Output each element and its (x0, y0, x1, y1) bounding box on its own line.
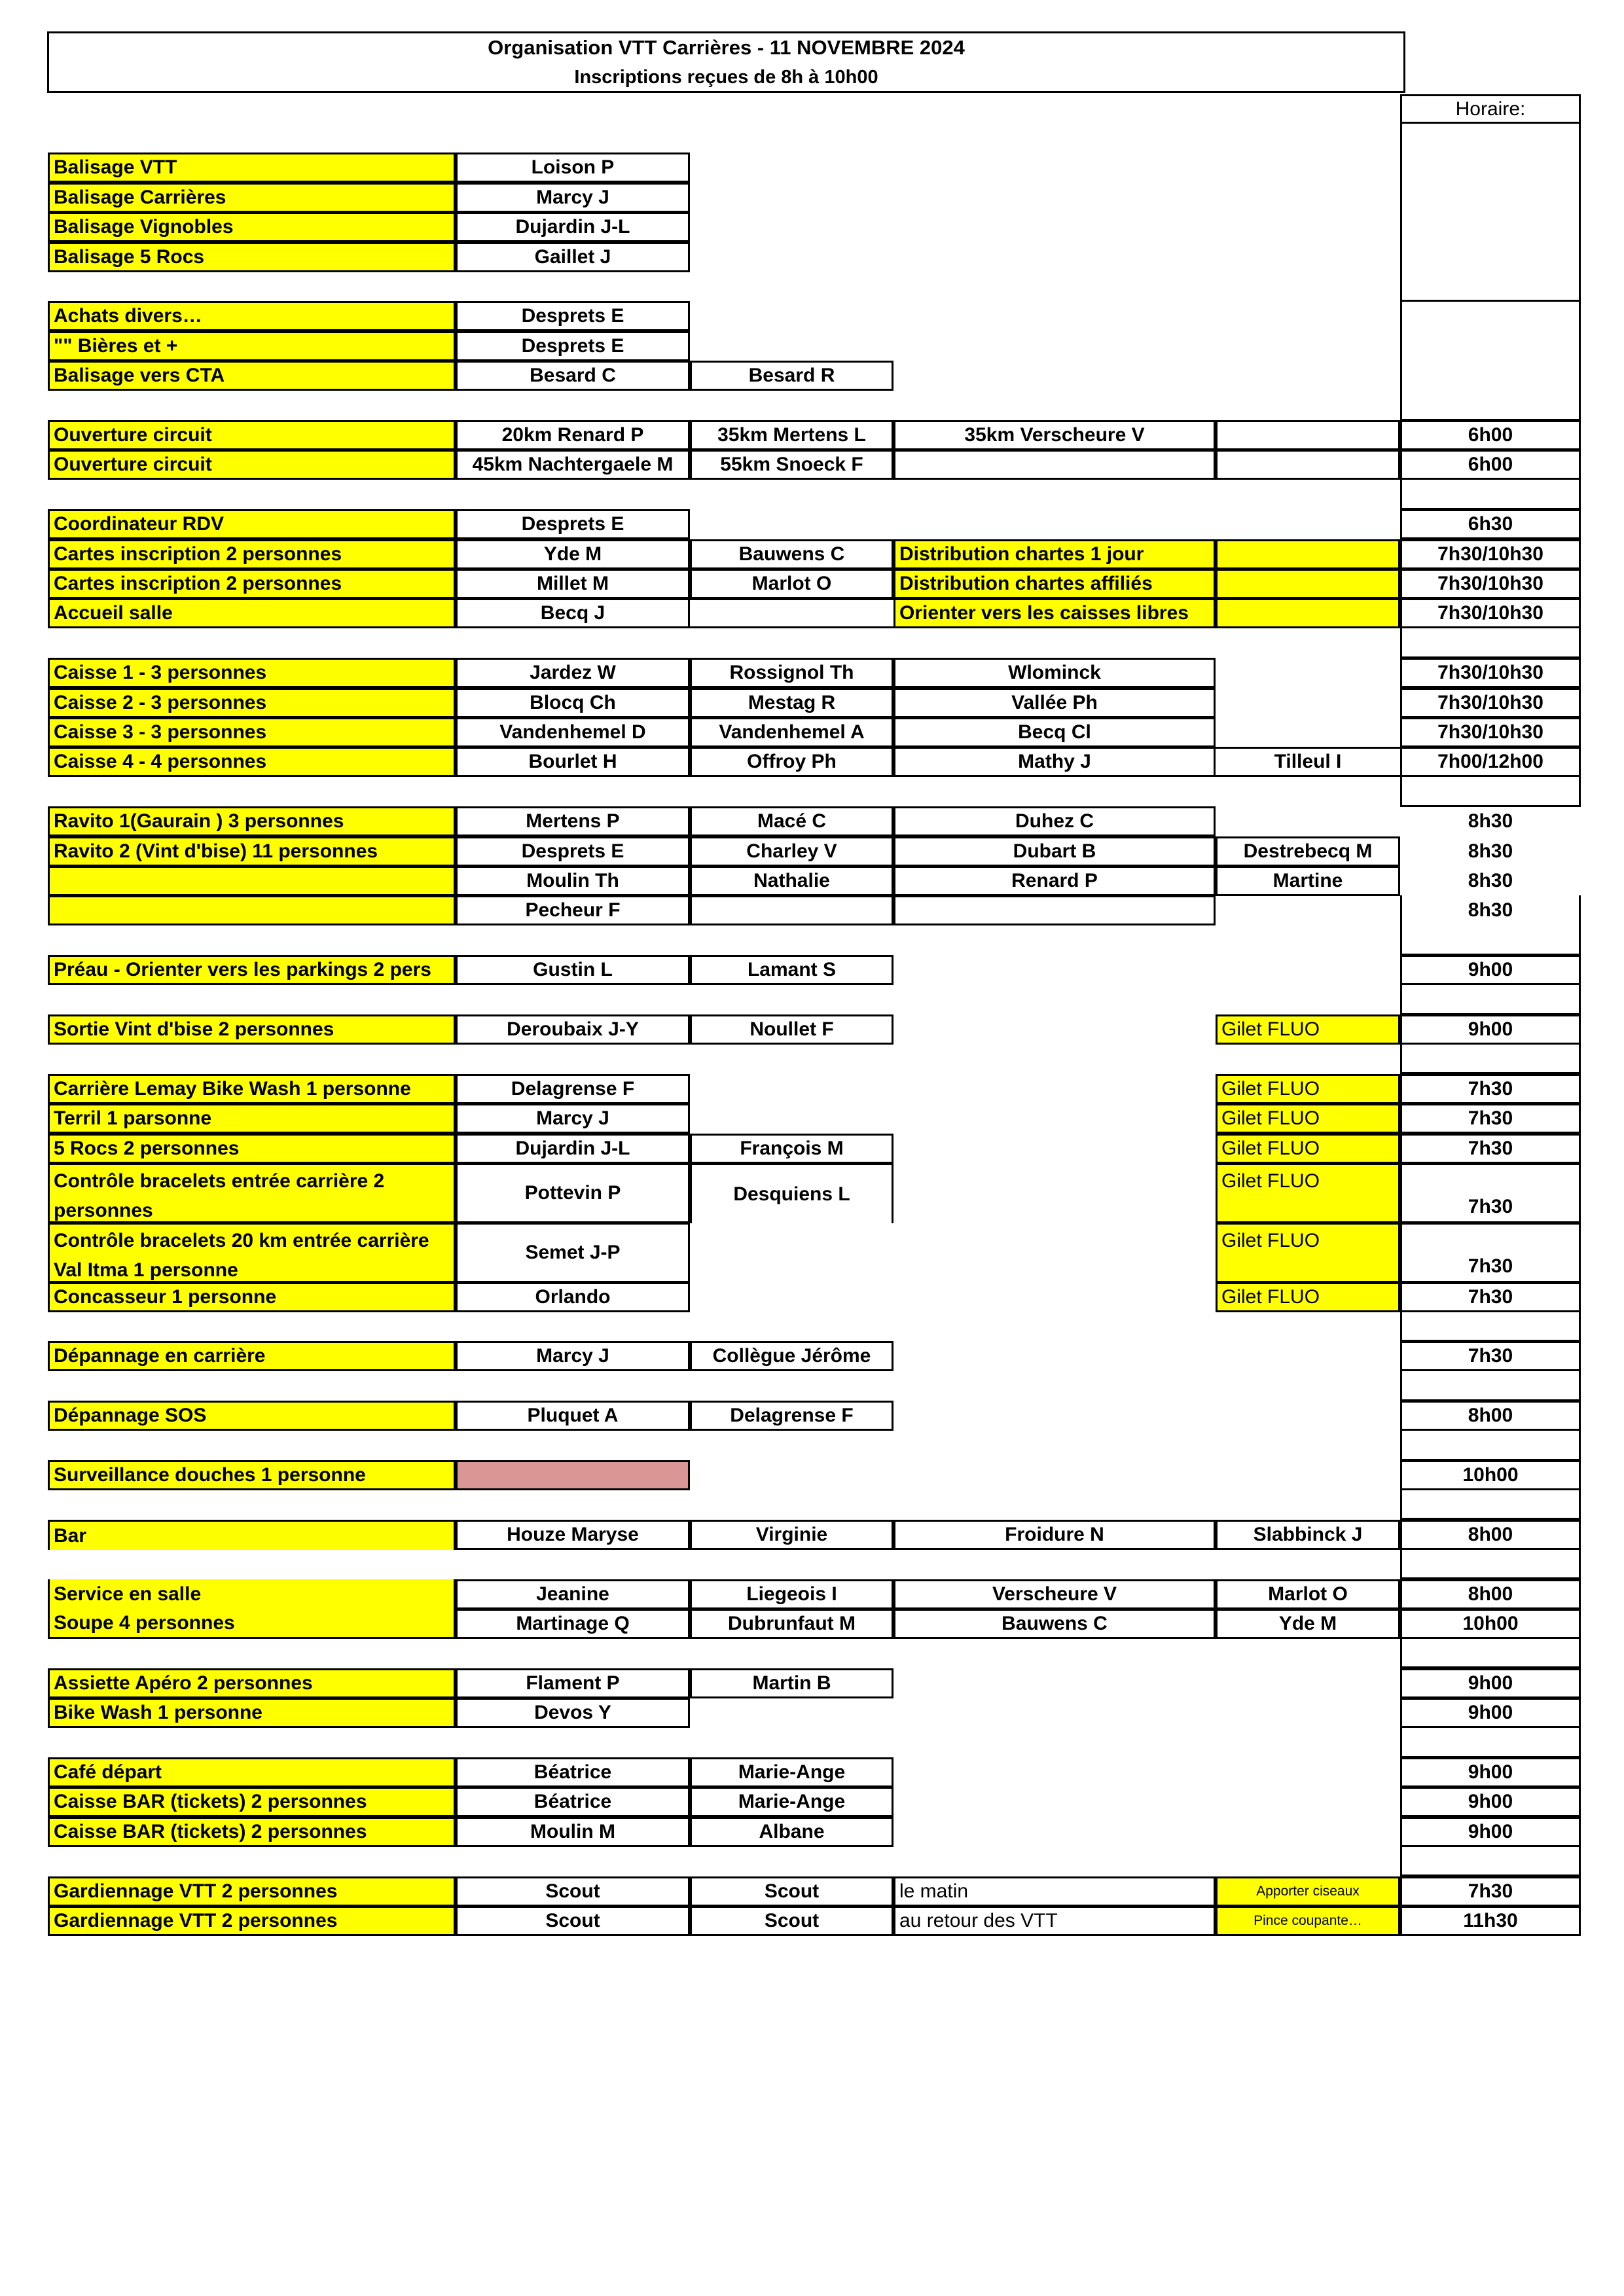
volunteer-cell: Scout (690, 1906, 893, 1936)
time-empty-cell (1400, 1728, 1581, 1758)
volunteer-cell: Distribution chartes affiliés (893, 569, 1216, 599)
time-cell: 8h30 (1468, 840, 1513, 862)
volunteer-cell: Mestag R (690, 688, 893, 718)
task-label: Achats divers… (48, 301, 456, 331)
task-label: Carrière Lemay Bike Wash 1 personne (48, 1074, 456, 1104)
task-label: Balisage 5 Rocs (48, 242, 456, 272)
time-empty-cell (1400, 628, 1581, 658)
volunteer-cell: Orienter vers les caisses libres (893, 598, 1216, 628)
task-label: Dépannage en carrière (48, 1341, 456, 1371)
volunteer-cell: Yde M (1216, 1609, 1400, 1639)
time-empty-cell (1400, 1638, 1581, 1668)
time-empty-cell (1400, 1549, 1581, 1579)
volunteer-cell: Dubart B (893, 836, 1216, 867)
volunteer-cell: Becq J (456, 598, 690, 628)
task-label: Coordinateur RDV (48, 509, 456, 539)
time-cell: 7h30 (1400, 1074, 1581, 1104)
document-title: Organisation VTT Carrières - 11 NOVEMBRE 2024 (488, 36, 965, 59)
volunteer-cell: Dubrunfaut M (690, 1609, 893, 1639)
volunteer-cell (893, 450, 1216, 480)
task-label: Caisse 4 - 4 personnes (48, 747, 456, 777)
task-label: Service en salle (48, 1579, 456, 1609)
volunteer-cell: Verscheure V (893, 1579, 1216, 1609)
time-cell (1400, 183, 1581, 213)
task-label: Caisse 2 - 3 personnes (48, 688, 456, 718)
volunteer-cell: Millet M (456, 569, 690, 599)
time-cell: 7h30 (1400, 1282, 1581, 1312)
task-label: Bike Wash 1 personne (48, 1698, 456, 1728)
volunteer-cell: Pince coupante… (1216, 1906, 1400, 1936)
volunteer-cell: Offroy Ph (690, 747, 893, 777)
volunteer-cell: Gilet FLUO (1216, 1282, 1400, 1312)
volunteer-cell: Apporter ciseaux (1216, 1876, 1400, 1907)
volunteer-cell: Rossignol Th (690, 658, 893, 688)
volunteer-cell: Marcy J (456, 183, 690, 213)
time-empty-cell (1400, 1431, 1581, 1461)
time-cell (1400, 152, 1581, 183)
time-empty-cell (1400, 391, 1581, 421)
time-cell: 8h30 (1400, 895, 1581, 925)
volunteer-cell: Liegeois I (690, 1579, 893, 1609)
time-cell: 8h00 (1400, 1401, 1581, 1431)
task-label: Contrôle bracelets entrée carrière 2 personnes (48, 1163, 456, 1223)
time-cell (1400, 212, 1581, 242)
volunteer-cell: Devos Y (456, 1698, 690, 1728)
volunteer-cell: Blocq Ch (456, 688, 690, 718)
volunteer-cell: Wlominck (893, 658, 1216, 688)
time-empty-cell (1400, 1371, 1581, 1401)
volunteer-cell: Slabbinck J (1216, 1520, 1400, 1550)
volunteer-cell: Martine (1216, 866, 1400, 896)
volunteer-cell: Gilet FLUO (1216, 1074, 1400, 1104)
time-cell: 7h30 (1400, 1223, 1581, 1283)
volunteer-cell: Becq Cl (893, 717, 1216, 747)
volunteer-cell: François M (690, 1134, 893, 1164)
task-label: Concasseur 1 personne (48, 1282, 456, 1312)
time-cell: 9h00 (1400, 1787, 1581, 1817)
time-cell: 11h30 (1400, 1906, 1581, 1936)
volunteer-cell: Yde M (456, 539, 690, 569)
time-cell: 7h30/10h30 (1400, 717, 1581, 747)
volunteer-cell: Houze Maryse (456, 1520, 690, 1550)
task-label: Ravito 2 (Vint d'bise) 11 personnes (48, 836, 456, 867)
time-empty-cell (1400, 1846, 1581, 1876)
time-cell: 10h00 (1400, 1460, 1581, 1490)
time-cell: 6h00 (1400, 420, 1581, 450)
time-cell: 7h30 (1400, 1134, 1581, 1164)
volunteer-cell: Béatrice (456, 1757, 690, 1787)
horaire-header: Horaire: (1400, 94, 1581, 124)
time-cell: 7h30/10h30 (1400, 688, 1581, 718)
time-empty-cell (1400, 985, 1581, 1015)
task-label: Balisage VTT (48, 152, 456, 183)
volunteer-cell: Duhez C (893, 806, 1216, 836)
volunteer-cell: Flament P (456, 1668, 690, 1698)
time-empty-cell (1400, 272, 1581, 302)
volunteer-cell: Moulin Th (456, 866, 690, 896)
volunteer-cell: 45km Nachtergaele M (456, 450, 690, 480)
volunteer-cell: Nathalie (690, 866, 893, 896)
task-label: Balisage vers CTA (48, 361, 456, 391)
time-cell: 6h00 (1400, 450, 1581, 480)
volunteer-cell: Marcy J (456, 1341, 690, 1371)
time-cell: 9h00 (1400, 1817, 1581, 1847)
volunteer-cell: Gilet FLUO (1216, 1014, 1400, 1045)
volunteer-cell: 20km Renard P (456, 420, 690, 450)
time-cell (1400, 301, 1581, 331)
volunteer-cell: Deroubaix J-Y (456, 1014, 690, 1045)
document-subtitle: Inscriptions reçues de 8h à 10h00 (574, 67, 878, 88)
time-cell: 7h30/10h30 (1400, 569, 1581, 599)
volunteer-cell: au retour des VTT (893, 1906, 1216, 1936)
volunteer-cell: Besard R (690, 361, 893, 391)
time-cell: 9h00 (1400, 1757, 1581, 1787)
volunteer-cell: Vandenhemel A (690, 717, 893, 747)
volunteer-cell: Semet J-P (456, 1223, 690, 1283)
volunteer-cell: Delagrense F (456, 1074, 690, 1104)
task-label (48, 866, 456, 896)
volunteer-cell: le matin (893, 1876, 1216, 1907)
task-label: Préau - Orienter vers les parkings 2 pers (48, 955, 456, 985)
volunteer-cell: Besard C (456, 361, 690, 391)
time-cell: 7h00/12h00 (1400, 747, 1581, 777)
task-label: Balisage Carrières (48, 183, 456, 213)
task-label: Ravito 1(Gaurain ) 3 personnes (48, 806, 456, 836)
task-label: Cartes inscription 2 personnes (48, 539, 456, 569)
volunteer-cell: Pluquet A (456, 1401, 690, 1431)
volunteer-cell: 35km Mertens L (690, 420, 893, 450)
volunteer-cell: Bourlet H (456, 747, 690, 777)
task-label: Bar (48, 1520, 456, 1550)
time-cell: 7h30/10h30 (1400, 658, 1581, 688)
task-label: Café départ (48, 1757, 456, 1787)
task-label: Gardiennage VTT 2 personnes (48, 1876, 456, 1907)
volunteer-cell: Pottevin P (456, 1163, 690, 1223)
time-cell: 8h30 (1468, 870, 1513, 891)
volunteer-cell: Dujardin J-L (456, 1134, 690, 1164)
volunteer-cell: Destrebecq M (1216, 836, 1400, 867)
task-label: Caisse 1 - 3 personnes (48, 658, 456, 688)
time-cell: 9h00 (1400, 1698, 1581, 1728)
time-cell: 6h30 (1400, 509, 1581, 539)
volunteer-cell: Mertens P (456, 806, 690, 836)
task-label (48, 895, 456, 925)
task-label: Balisage Vignobles (48, 212, 456, 242)
volunteer-cell: Albane (690, 1817, 893, 1847)
task-label: Caisse BAR (tickets) 2 personnes (48, 1817, 456, 1847)
time-cell: 7h30 (1400, 1341, 1581, 1371)
volunteer-cell: 35km Verscheure V (893, 420, 1216, 450)
volunteer-cell: Desquiens L (690, 1163, 893, 1223)
time-empty-cell (1400, 480, 1581, 510)
volunteer-cell: Noullet F (690, 1014, 893, 1045)
time-cell: 7h30 (1400, 1103, 1581, 1134)
volunteer-cell: Moulin M (456, 1817, 690, 1847)
time-cell: 8h30 (1468, 810, 1513, 832)
task-label: Gardiennage VTT 2 personnes (48, 1906, 456, 1936)
task-label: Caisse 3 - 3 personnes (48, 717, 456, 747)
volunteer-cell: Marcy J (456, 1103, 690, 1134)
volunteer-cell: Tilleul I (1216, 747, 1400, 777)
time-empty-cell (1400, 925, 1581, 956)
time-empty-cell (1400, 123, 1581, 153)
time-cell: 9h00 (1400, 955, 1581, 985)
volunteer-cell: Vandenhemel D (456, 717, 690, 747)
volunteer-cell: Desprets E (456, 836, 690, 867)
time-empty-cell (1400, 1490, 1581, 1520)
time-cell: 10h00 (1400, 1609, 1581, 1639)
volunteer-cell (690, 895, 893, 925)
volunteer-cell (1216, 539, 1400, 569)
task-label: Sortie Vint d'bise 2 personnes (48, 1014, 456, 1045)
task-label: "" Bières et + (48, 331, 456, 361)
volunteer-cell: Loison P (456, 152, 690, 183)
task-label: Assiette Apéro 2 personnes (48, 1668, 456, 1698)
task-label: Surveillance douches 1 personne (48, 1460, 456, 1490)
volunteer-cell (1216, 598, 1400, 628)
time-cell: 7h30 (1400, 1163, 1581, 1223)
volunteer-cell: Collègue Jérôme (690, 1341, 893, 1371)
volunteer-cell: Froidure N (893, 1520, 1216, 1550)
time-cell: 9h00 (1400, 1668, 1581, 1698)
volunteer-cell (1216, 420, 1400, 450)
volunteer-cell: Martin B (690, 1668, 893, 1698)
volunteer-cell: Gustin L (456, 955, 690, 985)
volunteer-cell: Gilet FLUO (1216, 1223, 1400, 1283)
volunteer-cell: Gilet FLUO (1216, 1103, 1400, 1134)
volunteer-cell: Scout (456, 1906, 690, 1936)
volunteer-cell: Desprets E (456, 509, 690, 539)
volunteer-cell: Jardez W (456, 658, 690, 688)
volunteer-cell: Mathy J (893, 747, 1216, 777)
time-cell (1400, 331, 1581, 361)
task-label: Soupe 4 personnes (48, 1609, 456, 1639)
volunteer-cell: Macé C (690, 806, 893, 836)
volunteer-cell: Scout (690, 1876, 893, 1907)
time-empty-cell (1400, 777, 1581, 807)
task-label: Terril 1 parsonne (48, 1103, 456, 1134)
volunteer-cell: 55km Snoeck F (690, 450, 893, 480)
volunteer-cell: Marlot O (690, 569, 893, 599)
time-cell (1400, 361, 1581, 391)
task-label: Dépannage SOS (48, 1401, 456, 1431)
volunteer-cell: Marie-Ange (690, 1787, 893, 1817)
volunteer-cell (893, 895, 1216, 925)
time-cell: 7h30 (1400, 1876, 1581, 1907)
volunteer-cell: Gaillet J (456, 242, 690, 272)
volunteer-cell (1216, 450, 1400, 480)
volunteer-cell: Pecheur F (456, 895, 690, 925)
volunteer-cell: Desprets E (456, 301, 690, 331)
volunteer-cell: Jeanine (456, 1579, 690, 1609)
time-empty-cell (1400, 1312, 1581, 1342)
volunteer-cell: Desprets E (456, 331, 690, 361)
time-empty-cell (1400, 1044, 1581, 1074)
task-label: Accueil salle (48, 598, 456, 628)
volunteer-cell: Marie-Ange (690, 1757, 893, 1787)
volunteer-cell (690, 598, 893, 628)
volunteer-cell: Orlando (456, 1282, 690, 1312)
time-cell: 8h00 (1400, 1520, 1581, 1550)
volunteer-cell: Distribution chartes 1 jour (893, 539, 1216, 569)
volunteer-cell: Vallée Ph (893, 688, 1216, 718)
task-label: Ouverture circuit (48, 450, 456, 480)
volunteer-cell: Renard P (893, 866, 1216, 896)
task-label: 5 Rocs 2 personnes (48, 1134, 456, 1164)
volunteer-cell (1216, 569, 1400, 599)
task-label: Caisse BAR (tickets) 2 personnes (48, 1787, 456, 1817)
volunteer-cell: Charley V (690, 836, 893, 867)
volunteer-cell: Martinage Q (456, 1609, 690, 1639)
volunteer-cell: Scout (456, 1876, 690, 1907)
task-label: Contrôle bracelets 20 km entrée carrière Val Itma 1 personne (48, 1223, 456, 1283)
time-cell (1400, 242, 1581, 272)
volunteer-cell: Bauwens C (893, 1609, 1216, 1639)
volunteer-cell: Gilet FLUO (1216, 1134, 1400, 1164)
volunteer-cell: Dujardin J-L (456, 212, 690, 242)
time-cell: 7h30/10h30 (1400, 598, 1581, 628)
volunteer-cell: Gilet FLUO (1216, 1163, 1400, 1223)
volunteer-cell: Marlot O (1216, 1579, 1400, 1609)
time-cell: 8h00 (1400, 1579, 1581, 1609)
time-cell: 7h30/10h30 (1400, 539, 1581, 569)
time-cell: 9h00 (1400, 1014, 1581, 1045)
task-label: Ouverture circuit (48, 420, 456, 450)
volunteer-cell: Virginie (690, 1520, 893, 1550)
volunteer-cell: Bauwens C (690, 539, 893, 569)
task-label: Cartes inscription 2 personnes (48, 569, 456, 599)
volunteer-cell: Béatrice (456, 1787, 690, 1817)
volunteer-cell: Lamant S (690, 955, 893, 985)
volunteer-cell: Delagrense F (690, 1401, 893, 1431)
volunteer-cell (456, 1460, 690, 1490)
